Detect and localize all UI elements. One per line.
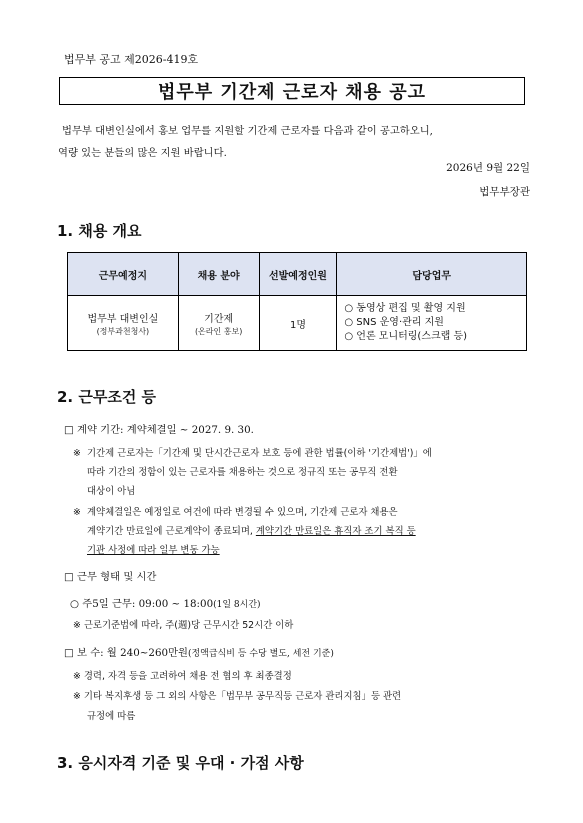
note-line: [87, 522, 531, 541]
table-row: [68, 296, 527, 351]
note-line: 계약체결일은 예정일로 여건에 따라 변경될 수 있으며, 기간제 근로자 채용은: [87, 507, 398, 518]
document-title: 법무부 기간제 근로자 채용 공고: [59, 77, 525, 105]
pay: [64, 644, 334, 659]
contract-period: □ 계약 기간: 계약체결일 ~ 2027. 9. 30.: [64, 424, 254, 436]
work-days: [70, 595, 261, 610]
underlined-text: 기관 사정에 따라 일부 변동 가능: [87, 545, 220, 556]
section-3-heading: 3. 응시자격 기준 및 우대 · 가점 사항: [57, 754, 304, 772]
signer: 법무부장관: [479, 186, 530, 198]
field: 기간제: [204, 313, 234, 325]
cell-workplace: [68, 296, 179, 351]
header-duties: 담당업무: [337, 253, 527, 296]
underlined-text: 계약기간 만료일은 휴직자 조기 복직 등: [255, 526, 416, 537]
note-block-a: [73, 444, 531, 501]
header-count: 선발예정인원: [259, 253, 337, 296]
note-line: 대상이 아님: [87, 486, 136, 497]
work-days-sub: (1일 8시간): [213, 600, 261, 610]
duty-item: ○ 언론 모니터링(스크랩 등): [344, 331, 468, 342]
note-block-b: [73, 503, 531, 560]
field-sub: (온라인 홍보): [194, 326, 243, 336]
duty-item: ○ SNS 운영·관리 지원: [344, 317, 444, 328]
workplace: 법무부 대변인실: [87, 313, 159, 325]
work-days-text: ○ 주5일 근무: 09:00 ~ 18:00: [70, 598, 214, 610]
table-header-row: [68, 253, 527, 296]
note-line: 기간제 근로자는「기간제 및 단시간근로자 보호 등에 관한 법률(이하 '기간제법')」에: [87, 448, 432, 459]
pay-note-b-line-1: ※ 기타 복지후생 등 그 외의 사항은「법무부 공무직등 근로자 관리지침」등 관련: [73, 691, 402, 702]
intro-line-1: 법무부 대변인실에서 홍보 업무를 지원할 기간제 근로자를 다음과 같이 공고하오니,: [62, 125, 433, 137]
note-mark: ※: [73, 448, 81, 459]
workplace-sub: (정부과천청사): [96, 326, 150, 336]
section-1-heading: 1. 채용 개요: [57, 222, 142, 240]
note-text: 계약기간 만료일에 근로계약이 종료되며,: [87, 526, 256, 537]
pay-note-b-line-2: 규정에 따름: [87, 711, 136, 722]
notice-date: 2026년 9월 22일: [446, 162, 530, 174]
work-type: □ 근무 형태 및 시간: [64, 571, 157, 583]
pay-text: □ 보 수: 월 240~260만원: [64, 647, 188, 659]
section-2-heading: 2. 근무조건 등: [57, 388, 157, 406]
labor-note: ※ 근로기준법에 따라, 주(週)당 근무시간 52시간 이하: [73, 620, 294, 631]
cell-field: [178, 296, 259, 351]
header-field: 채용 분야: [178, 253, 259, 296]
intro-line-2: 역량 있는 분들의 많은 지원 바랍니다.: [58, 147, 227, 159]
notice-number: 법무부 공고 제2026-419호: [64, 53, 199, 66]
note-line: 따라 기간의 정함이 있는 근로자를 채용하는 것으로 정규직 또는 공무직 전환: [87, 467, 398, 478]
note-mark: ※: [73, 507, 81, 518]
pay-note-a: ※ 경력, 자격 등을 고려하여 채용 전 협의 후 최종결정: [73, 671, 292, 682]
cell-count: 1명: [259, 296, 337, 351]
overview-table: [67, 252, 527, 351]
pay-sub: (정액급식비 등 수당 별도, 세전 기준): [187, 649, 334, 659]
intro-paragraph: [58, 120, 530, 164]
header-workplace: 근무예정지: [68, 253, 179, 296]
cell-duties: [337, 296, 527, 351]
duty-item: ○ 동영상 편집 및 촬영 지원: [344, 303, 466, 314]
